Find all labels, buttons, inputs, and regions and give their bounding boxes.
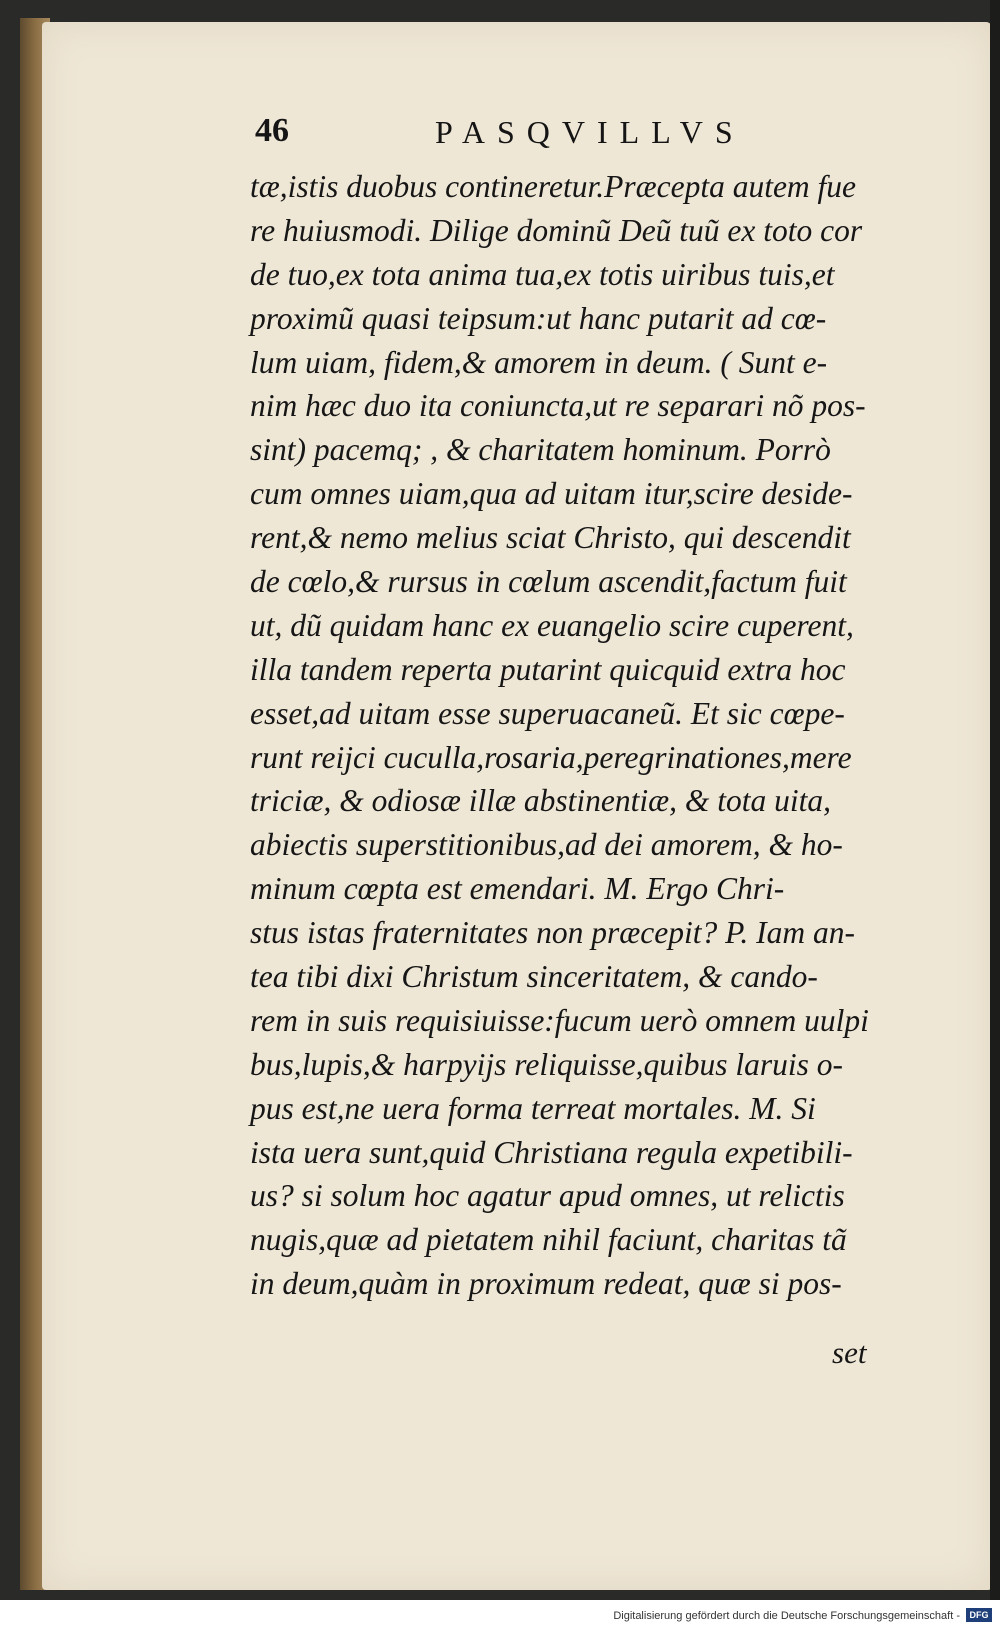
text-line: us? si solum hoc agatur apud omnes, ut relictis [250,1178,845,1214]
text-line: in deum,quàm in proximum redeat, quæ si pos- [250,1266,842,1302]
text-line: tea tibi dixi Christum sinceritatem, & cando- [250,959,818,995]
dfg-logo: DFG [966,1608,992,1622]
page-number: 46 [255,112,289,149]
text-line: sint) pacemq; , & charitatem hominum. Porrò [250,432,831,468]
text-line: nim hæc duo ita coniuncta,ut re separari nõ pos- [250,388,866,424]
scan-right-edge [990,0,1000,1600]
running-title: PASQVILLVS [435,114,745,150]
text-line: minum cœpta est emendari. M. Ergo Chri- [250,871,785,907]
text-line: abiectis superstitionibus,ad dei amorem, & ho- [250,827,843,863]
text-line: lum uiam, fidem,& amorem in deum. ( Sunt e- [250,344,828,380]
catchword: set [832,1335,867,1370]
text-line: triciæ, & odiosæ illæ abstinentiæ, & tota uita, [250,783,832,819]
body-text [250,165,890,1306]
text-line: tæ,istis duobus contineretur.Præcepta autem fue [250,169,857,204]
digitization-credit: Digitalisierung gefördert durch die Deutsche Forschungsgemeinschaft - [613,1610,960,1622]
text-line: bus,lupis,& harpyijs reliquisse,quibus laruis o- [250,1046,843,1082]
text-line: ista uera sunt,quid Christiana regula expetibili- [250,1134,853,1170]
text-line: rem in suis requisiuisse:fucum uerò omnem uulpi [250,1002,869,1038]
text-line: stus istas fraternitates non præcepit? P. Iam an- [250,915,855,951]
text-line: re huiusmodi. Dilige dominũ Deũ tuũ ex toto cor [250,212,863,248]
text-line: de cœlo,& rursus in cœlum ascendit,factum fuit [250,564,847,600]
text-line: proximũ quasi teipsum:ut hanc putarit ad cœ- [250,300,827,336]
text-line: pus est,ne uera forma terreat mortales. M. Si [250,1090,816,1126]
text-line: nugis,quæ ad pietatem nihil faciunt, charitas tã [250,1222,847,1258]
text-line: de tuo,ex tota anima tua,ex totis uiribus tuis,et [250,256,835,292]
text-line: esset,ad uitam esse superuacaneũ. Et sic cœpe- [250,695,845,731]
text-line: runt reijci cuculla,rosaria,peregrinationes,mere [250,739,852,775]
text-line: illa tandem reperta putarint quicquid extra hoc [250,651,846,687]
text-line: ut, dũ quidam hanc ex euangelio scire cuperent, [250,607,854,643]
text-line: rent,& nemo melius sciat Christo, qui descendit [250,520,851,556]
page-header [255,112,895,162]
text-line: cum omnes uiam,qua ad uitam itur,scire deside- [250,476,853,512]
